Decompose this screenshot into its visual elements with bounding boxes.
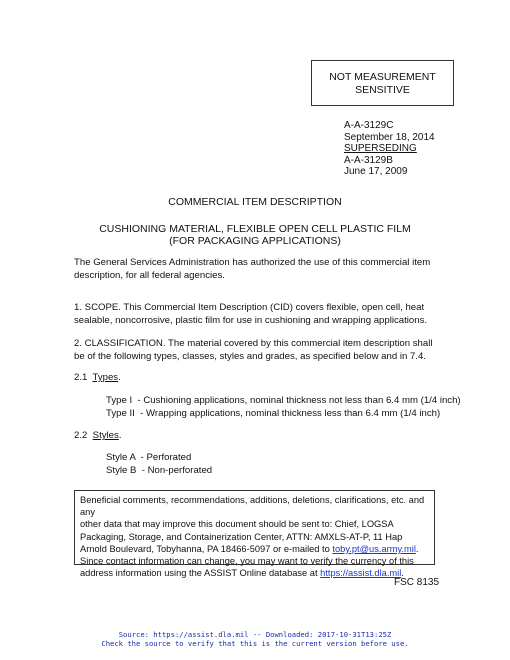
styles-heading: 2.2 Styles. (74, 430, 122, 441)
classification-line-1: 2. CLASSIFICATION. The material covered by this commercial item description shall (74, 338, 433, 349)
scope-line-2: sealable, noncorrosive, plastic film for use in cushioning and wrapping applications. (74, 314, 428, 326)
comments-line-6: address information using the ASSIST Online database at https://assist.dla.mil. (80, 568, 404, 579)
types-heading: 2.1 Types. (74, 372, 121, 383)
download-footer (0, 630, 510, 648)
assist-link[interactable]: https://assist.dla.mil (320, 568, 402, 579)
superseded-number: A-A-3129B (344, 154, 393, 166)
comments-box (74, 490, 435, 579)
document-heading: COMMERCIAL ITEM DESCRIPTION (168, 196, 342, 208)
classification-line-2: be of the following types, classes, styles and grades, as specified below and in 7.4. (74, 350, 426, 362)
scope-paragraph (74, 302, 427, 327)
intro-line-2: description, for all federal agencies. (74, 269, 225, 281)
types-number: 2.1 (74, 372, 93, 383)
subtitle-line-1: CUSHIONING MATERIAL, FLEXIBLE OPEN CELL PLASTIC FILM (99, 223, 411, 235)
subtitle-line-2: (FOR PACKAGING APPLICATIONS) (169, 235, 341, 247)
comments-line-2: other data that may improve this document should be sent to: Chief, LOGSA (80, 519, 394, 530)
type-item: Type I - Cushioning applications, nominal thickness not less than 6.4 mm (1/4 inch) (106, 395, 461, 406)
doc-number: A-A-3129C (344, 120, 394, 131)
classification-paragraph (74, 338, 432, 363)
intro-line-1: The General Services Administration has authorized the use of this commercial item (74, 257, 431, 268)
intro-paragraph (74, 257, 430, 282)
sensitivity-line-1: NOT MEASUREMENT (329, 71, 436, 83)
document-identifier-block (344, 120, 435, 178)
comments-line-3: Packaging, Storage, and Containerization Center, ATTN: AMXLS-AT-P, 11 Hap (80, 531, 403, 542)
sensitivity-box (311, 60, 454, 106)
style-item: Style B - Non-perforated (106, 464, 213, 476)
type-item: Type II - Wrapping applications, nominal thickness less than 6.4 mm (1/4 inch) (106, 407, 441, 419)
document-subtitle (0, 223, 510, 247)
styles-list (106, 452, 212, 477)
comments-line-6-text: address information using the ASSIST Online database at (80, 568, 321, 579)
types-list (106, 395, 461, 420)
types-heading-text: Types (92, 372, 119, 383)
superseded-date: June 17, 2009 (344, 166, 408, 177)
comments-line-1: Beneficial comments, recommendations, additions, deletions, clarifications, etc. and any (80, 495, 425, 518)
styles-heading-text: Styles (92, 430, 119, 441)
scope-line-1: 1. SCOPE. This Commercial Item Description (CID) covers flexible, open cell, heat (74, 302, 425, 313)
sensitivity-line-2: SENSITIVE (355, 84, 410, 96)
footer-line-2: Check the source to verify that this is the current version before use. (101, 639, 409, 648)
comments-line-4: Arnold Boulevard, Tobyhanna, PA 18466-5097 or e-mailed to toby.pt@us.army.mil. (80, 543, 419, 554)
email-link[interactable]: toby.pt@us.army.mil (332, 543, 416, 554)
styles-number: 2.2 (74, 430, 93, 441)
fsc-code: FSC 8135 (394, 577, 440, 588)
footer-line-1: Source: https://assist.dla.mil -- Downloaded: 2017-10-31T13:25Z (118, 630, 392, 639)
style-item: Style A - Perforated (106, 452, 192, 463)
comments-line-4-text: Arnold Boulevard, Tobyhanna, PA 18466-5097 or e-mailed to (80, 543, 333, 554)
comments-line-5: Since contact information can change, you may want to verify the currency of this (80, 556, 414, 567)
superseding-label: SUPERSEDING (344, 143, 417, 154)
doc-date: September 18, 2014 (344, 131, 435, 143)
